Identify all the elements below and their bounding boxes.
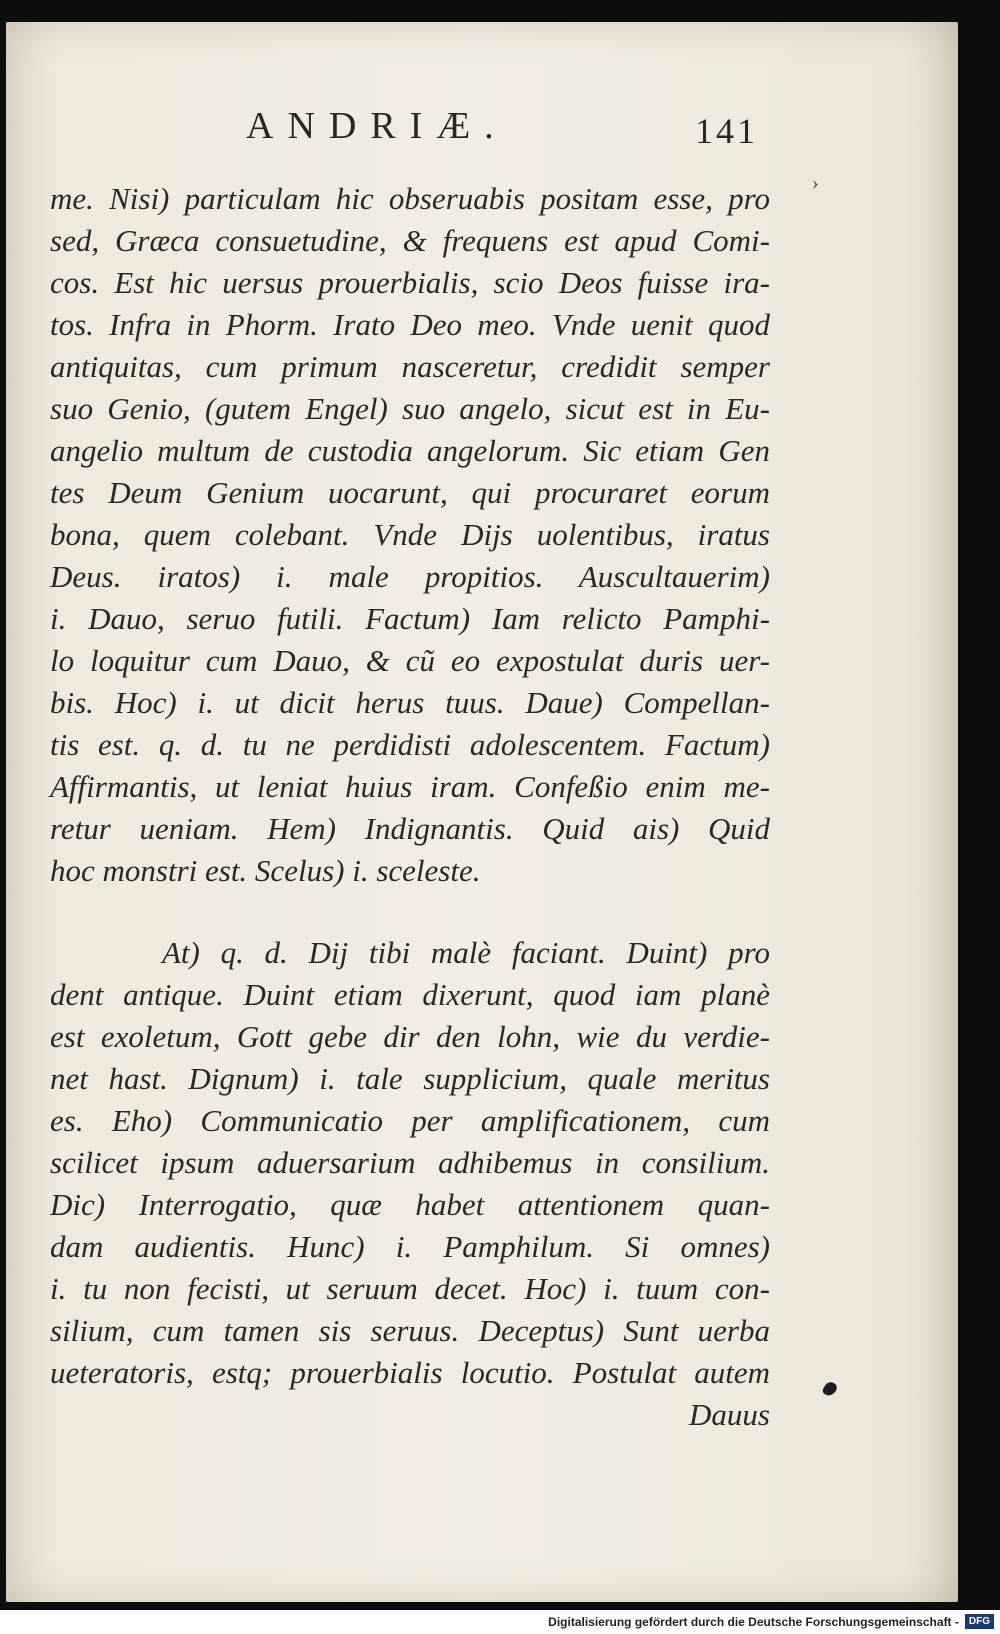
text-line: lo loquitur cum Dauo, & cũ eo expostulat duris uer- [50, 643, 770, 678]
digitization-footer [0, 1610, 1000, 1634]
text-line: tis est. q. d. tu ne perdidisti adolescentem. Factum) [50, 727, 770, 762]
text-line: silium, cum tamen sis seruus. Deceptus) Sunt uerba [50, 1313, 770, 1348]
page-number: 141 [695, 111, 758, 151]
margin-mark: › [812, 172, 819, 194]
page-header [6, 104, 958, 154]
dfg-logo: DFG [965, 1614, 994, 1629]
book-page [6, 22, 958, 1602]
text-line: Dic) Interrogatio, quæ habet attentionem quan- [50, 1187, 770, 1222]
text-line: Deus. iratos) i. male propitios. Auscultauerim) [50, 559, 770, 594]
text-line: sed, Græca consuetudine, & frequens est apud Comi- [50, 223, 770, 258]
text-line: tes Deum Genium uocarunt, qui procuraret eorum [50, 475, 770, 510]
text-line: es. Eho) Communicatio per amplificationem, cum [50, 1103, 770, 1138]
text-line: i. tu non fecisti, ut seruum decet. Hoc) i. tuum con- [50, 1271, 770, 1306]
text-line: retur ueniam. Hem) Indignantis. Quid ais) Quid [50, 811, 770, 846]
text-line: net hast. Dignum) i. tale supplicium, quale meritus [50, 1061, 770, 1096]
text-line: tos. Infra in Phorm. Irato Deo meo. Vnde uenit quod [50, 307, 770, 342]
text-line: suo Genio, (gutem Engel) suo angelo, sicut est in Eu- [50, 391, 770, 426]
text-line: dent antique. Duint etiam dixerunt, quod iam planè [50, 977, 770, 1012]
text-line: bona, quem colebant. Vnde Dijs uolentibus, iratus [50, 517, 770, 552]
text-line: i. Dauo, seruo futili. Factum) Iam relicto Pamphi- [50, 601, 770, 636]
text-line: cos. Est hic uersus prouerbialis, scio Deos fuisse ira- [50, 265, 770, 300]
text-line: At) q. d. Dij tibi malè faciant. Duint) pro [162, 935, 770, 970]
commentary-text [50, 178, 770, 1436]
text-line: antiquitas, cum primum nasceretur, credidit semper [50, 349, 770, 384]
footer-credit: Digitalisierung gefördert durch die Deutsche Forschungsgemeinschaft - [548, 1615, 959, 1629]
text-line: me. Nisi) particulam hic obseruabis positam esse, pro [50, 181, 770, 216]
text-line: ueteratoris, estq; prouerbialis locutio. Postulat autem [50, 1355, 770, 1390]
running-head: ANDRIÆ. [246, 105, 508, 147]
text-line: hoc monstri est. Scelus) i. sceleste. [50, 853, 481, 888]
paragraph-gap [50, 892, 770, 932]
text-line: scilicet ipsum aduersarium adhibemus in consilium. [50, 1145, 770, 1180]
text-line: dam audientis. Hunc) i. Pamphilum. Si omnes) [50, 1229, 770, 1264]
text-line: est exoletum, Gott gebe dir den lohn, wie du verdie- [50, 1019, 770, 1054]
text-line: Affirmantis, ut leniat huius iram. Confeßio enim me- [50, 769, 770, 804]
text-line: bis. Hoc) i. ut dicit herus tuus. Daue) Compellan- [50, 685, 770, 720]
text-line: angelio multum de custodia angelorum. Sic etiam Gen [50, 433, 770, 468]
ink-blot [821, 1380, 838, 1398]
catchword: Dauus [689, 1397, 770, 1432]
